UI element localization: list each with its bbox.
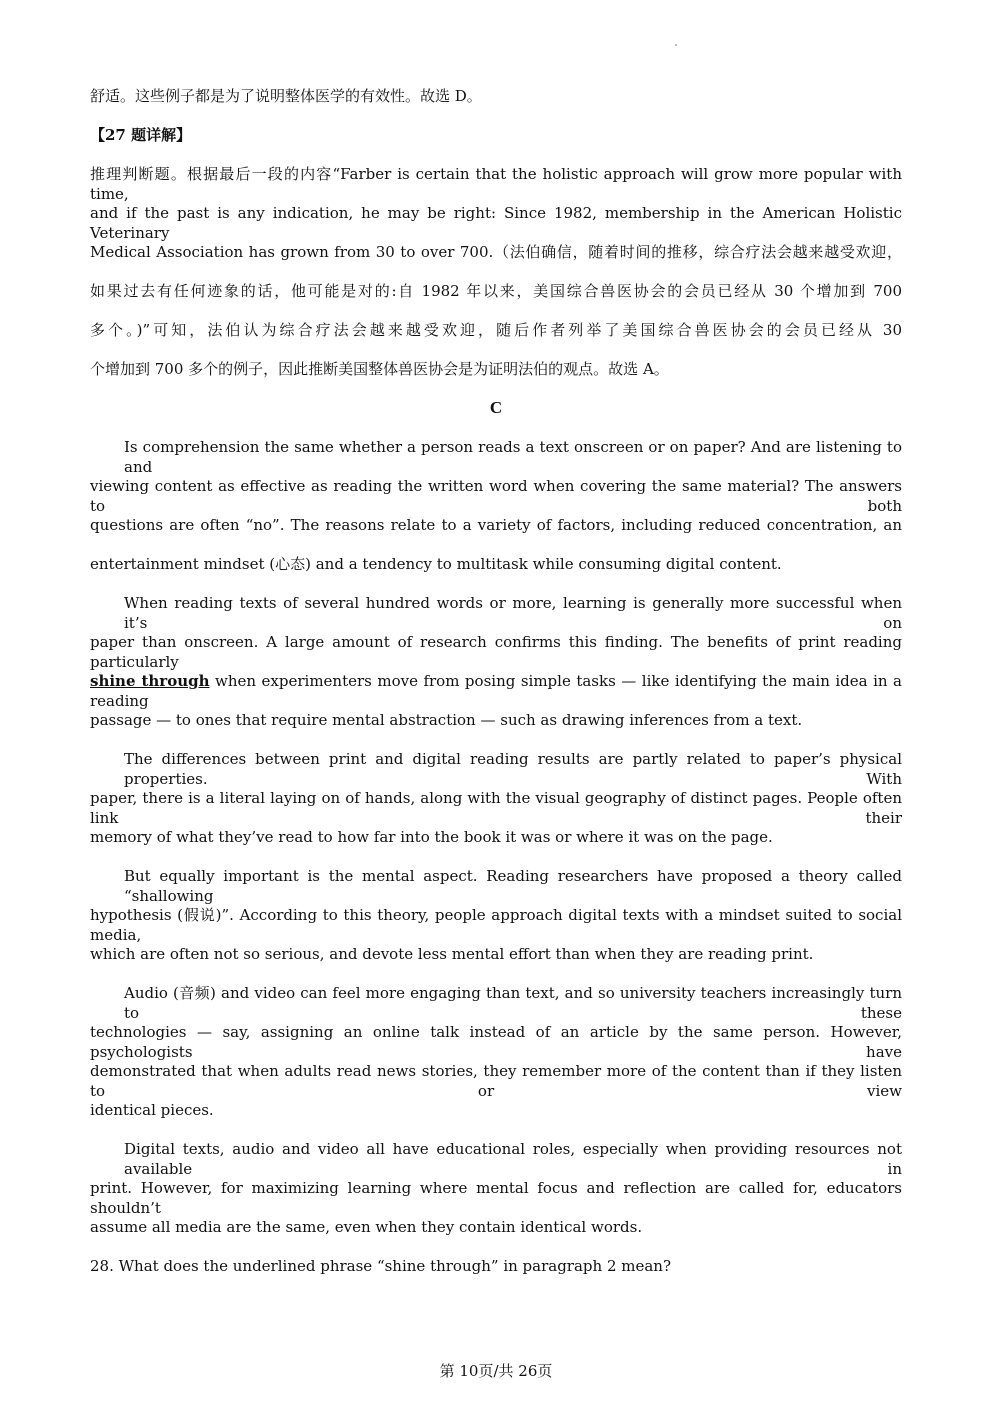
q27-line: 推理判断题。根据最后一段的内容“Farber is certain that the holistic approach will grow more popular with time, [90,165,902,203]
passage-p1-line: questions are often “no”. The reasons relate to a variety of factors, including reduced concentration, an [90,516,902,534]
page-number-footer: 第 10页/共 26页 [439,1362,553,1380]
question-28: 28. What does the underlined phrase “shine through” in paragraph 2 mean? [90,1257,672,1275]
passage-p2-line [90,671,902,711]
passage-p2-line: paper than onscreen. A large amount of research confirms this finding. The benefits of print reading particularly [90,633,902,671]
passage-p6-line: print. However, for maximizing learning where mental focus and reflection are called for, educators shouldn’t [90,1179,902,1217]
section-c-heading: C [489,398,503,417]
scan-speck [675,44,677,46]
passage-p1-line: viewing content as effective as reading the written word when covering the same material? The answers to both [90,477,902,515]
q27-line: Medical Association has grown from 30 to over 700.（法伯确信，随着时间的推移，综合疗法会越来越受欢迎， [90,243,902,261]
passage-p5-line: demonstrated that when adults read news stories, they remember more of the content than if they listen to or view [90,1062,902,1100]
passage-p3-line: The differences between print and digital reading results are partly related to paper’s physical properties. With [124,750,902,788]
passage-p6-line: Digital texts, audio and video all have educational roles, especially when providing resources not available in [124,1140,902,1178]
passage-p2-line: When reading texts of several hundred words or more, learning is generally more successful when it’s on [124,594,902,632]
passage-p4-line: But equally important is the mental aspect. Reading researchers have proposed a theory called “shallowing [124,867,902,905]
passage-p3-line: memory of what they’ve read to how far into the book it was or where it was on the page. [90,828,773,846]
passage-p1-line: entertainment mindset (心态) and a tendency to multitask while consuming digital content. [90,555,782,573]
passage-p2-line-rest: when experimenters move from posing simple tasks — like identifying the main idea in a reading [90,672,902,710]
underlined-phrase-shine-through: shine through [90,672,210,690]
q27-line: 多个。)”可知，法伯认为综合疗法会越来越受欢迎，随后作者列举了美国综合兽医协会的会员已经从 30 [90,321,902,339]
passage-p6-line: assume all media are the same, even when they contain identical words. [90,1218,643,1236]
passage-p5-line: technologies — say, assigning an online talk instead of an article by the same person. However, psychologists have [90,1023,902,1061]
passage-p2-line: passage — to ones that require mental abstraction — such as drawing inferences from a text. [90,711,803,729]
q27-header: 【27 题详解】 [90,126,192,144]
q27-line: and if the past is any indication, he may be right: Since 1982, membership in the American Holistic Veterinary [90,204,902,242]
passage-p4-line: hypothesis (假说)”. According to this theory, people approach digital texts with a mindset suited to social media, [90,906,902,944]
passage-p3-line: paper, there is a literal laying on of hands, along with the visual geography of distinct pages. People often link their [90,789,902,827]
passage-p1-line: Is comprehension the same whether a person reads a text onscreen or on paper? And are listening to and [124,438,902,476]
continuation-line: 舒适。这些例子都是为了说明整体医学的有效性。故选 D。 [90,87,482,105]
passage-p5-line: Audio (音频) and video can feel more engaging than text, and so university teachers increasingly turn to these [124,984,902,1022]
passage-p4-line: which are often not so serious, and devote less mental effort than when they are reading print. [90,945,814,963]
passage-p5-line: identical pieces. [90,1101,214,1119]
q27-line: 个增加到 700 多个的例子，因此推断美国整体兽医协会是为证明法伯的观点。故选 A。 [90,360,669,378]
q27-line: 如果过去有任何迹象的话，他可能是对的:自 1982 年以来，美国综合兽医协会的会员已经从 30 个增加到 700 [90,282,902,300]
